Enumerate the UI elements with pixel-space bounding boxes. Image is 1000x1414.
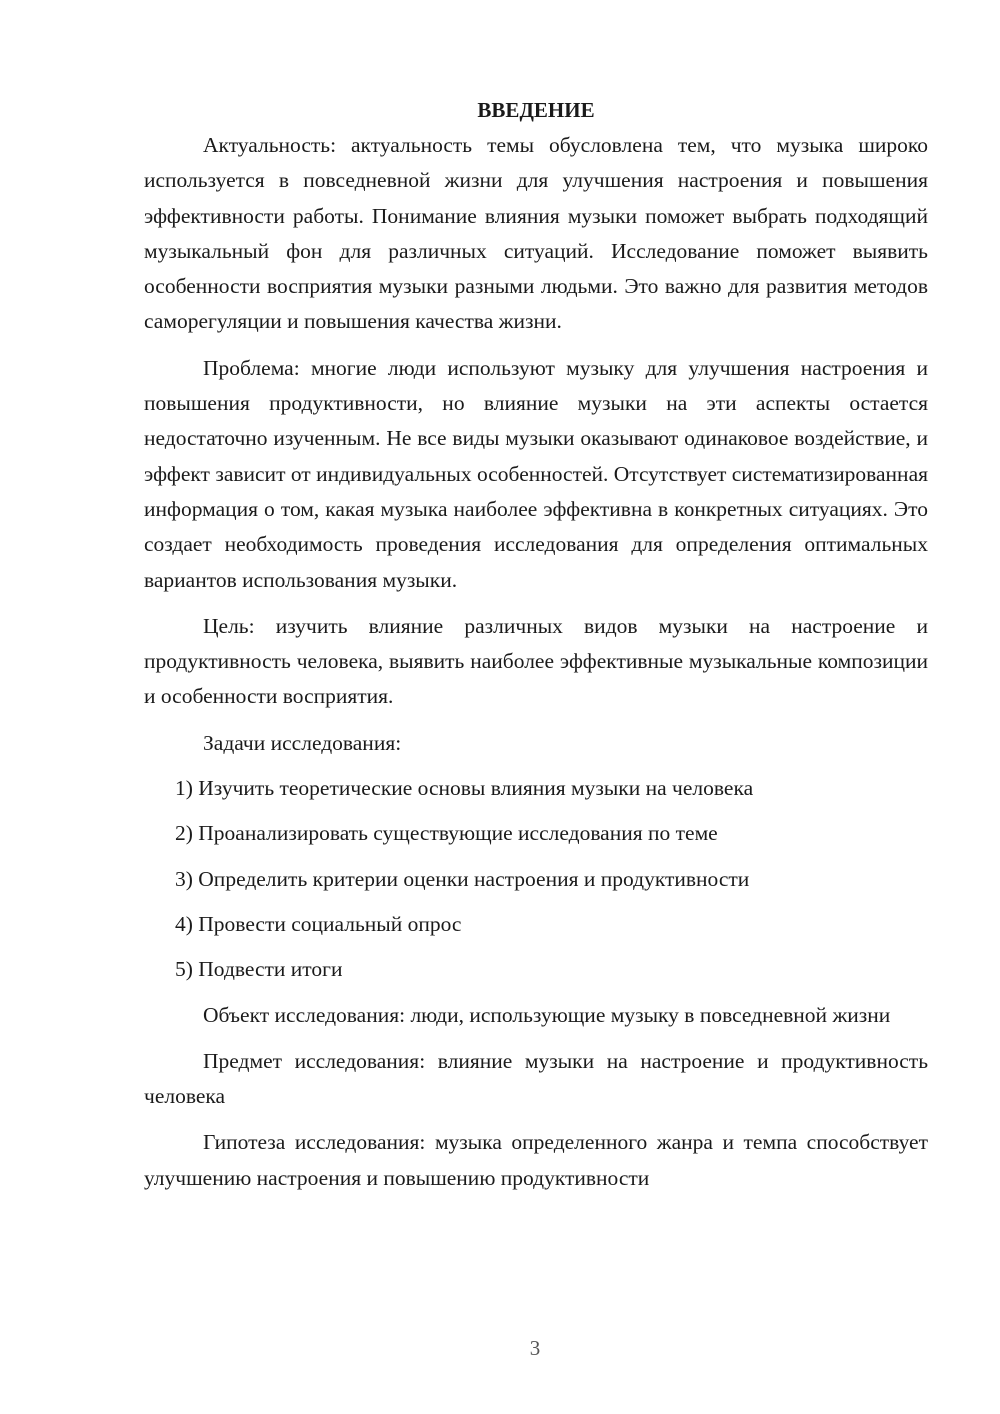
page-content <box>144 96 928 1207</box>
task-item: 5) Подвести итоги <box>175 957 343 982</box>
page-title: ВВЕДЕНИЕ <box>477 98 595 122</box>
tasks-heading: Задачи исследования: <box>203 730 402 755</box>
tasks-list <box>144 771 928 987</box>
task-item: 3) Определить критерии оценки настроения и продуктивности <box>175 866 750 891</box>
task-item: 2) Проанализировать существующие исследования по теме <box>175 821 718 846</box>
page-number: 3 <box>529 1336 541 1360</box>
problem-paragraph: Проблема: многие люди используют музыку для улучшения настроения и повышения продуктивности, но влияние музыки на эти аспекты остается недостаточно изученным. Не все виды музыки оказывают одинаковое воздействие, и эффект зависит от индивидуальных особенностей. Отсутствует систематизированная информация о том, какая музыка наиболее эффективна в конкретных ситуациях. Это создает необходимость проведения исследования для определения оптимальных вариантов использования музыки. <box>144 355 928 592</box>
object-paragraph: Объект исследования: люди, использующие музыку в повседневной жизни <box>203 1002 891 1027</box>
hypothesis-paragraph: Гипотеза исследования: музыка определенного жанра и темпа способствует улучшению настроения и повышению продуктивности <box>144 1130 928 1190</box>
subject-paragraph: Предмет исследования: влияние музыки на настроение и продуктивность человека <box>144 1048 928 1109</box>
goal-paragraph: Цель: изучить влияние различных видов музыки на настроение и продуктивность человека, выявить наиболее эффективные музыкальные композиции и особенности восприятия. <box>144 613 928 709</box>
relevance-paragraph: Актуальность: актуальность темы обусловлена тем, что музыка широко используется в повседневной жизни для улучшения настроения и повышения эффективности работы. Понимание влияния музыки поможет выбрать подходящий музыкальный фон для различных ситуаций. Исследование поможет выявить особенности восприятия музыки разными людьми. Это важно для развития методов саморегуляции и повышения качества жизни. <box>144 133 928 334</box>
task-item: 4) Провести социальный опрос <box>175 911 462 936</box>
task-item: 1) Изучить теоретические основы влияния музыки на человека <box>175 776 754 801</box>
